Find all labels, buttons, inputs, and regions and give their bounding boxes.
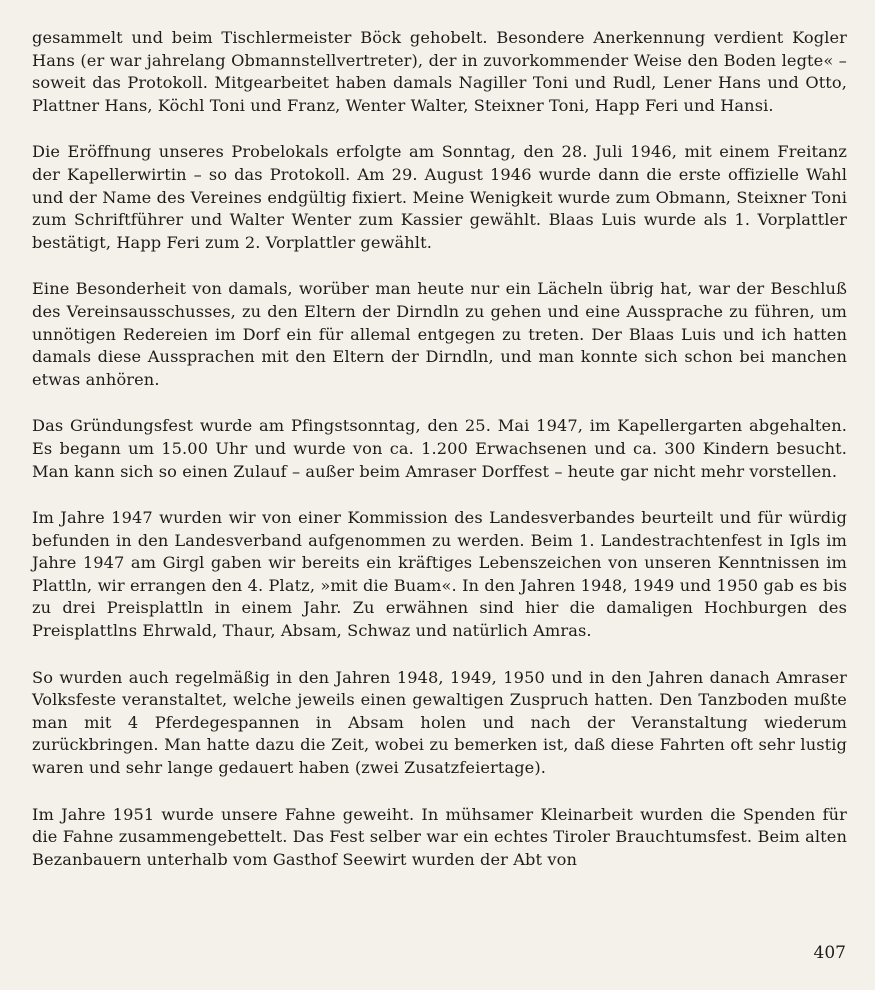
body-text xyxy=(32,27,847,895)
paragraph-2: Die Eröffnung unseres Probelokals erfolgte am Sonntag, den 28. Juli 1946, mit einem Freitanz der Kapellerwirtin – so das Protokoll. Am 29. August 1946 wurde dann die erste offizielle Wahl und der Name des Vereines endgültig fixiert. Meine Wenigkeit wurde zum Obmann, Steixner Toni zum Schriftführer und Walter Wenter zum Kassier gewählt. Blaas Luis wurde als 1. Vorplattler bestätigt, Happ Feri zum 2. Vorplattler gewählt. xyxy=(32,142,847,252)
paragraph-1: gesammelt und beim Tischlermeister Böck gehobelt. Besondere Anerkennung verdient Kogler Hans (er war jahrelang Obmannstellvertreter), der in zuvorkommender Weise den Boden legte« – soweit das Protokoll. Mitgearbeitet haben damals Nagiller Toni und Rudl, Lener Hans und Otto, Plattner Hans, Köchl Toni und Franz, Wenter Walter, Steixner Toni, Happ Feri und Hansi. xyxy=(32,28,847,115)
paragraph-7: Im Jahre 1951 wurde unsere Fahne geweiht. In mühsamer Kleinarbeit wurden die Spenden für die Fahne zusammengebettelt. Das Fest selber war ein echtes Tiroler Brauchtumsfest. Beim alten Bezanbauern unterhalb vom Gasthof Seewirt wurden der Abt von xyxy=(32,804,847,869)
paragraph-5: Im Jahre 1947 wurden wir von einer Kommission des Landesverbandes beurteilt und für würdig befunden in den Landesverband aufgenommen zu werden. Beim 1. Landestrachtenfest in Igls im Jahre 1947 am Girgl gaben wir bereits ein kräftiges Lebenszeichen von unseren Kenntnissen im Plattln, wir errangen den 4. Platz, »mit die Buam«. In den Jahren 1948, 1949 und 1950 gab es bis zu drei Preisplattln in einem Jahr. Zu erwähnen sind hier die damaligen Hochburgen des Preisplattlns Ehrwald, Thaur, Absam, Schwaz und natürlich Amras. xyxy=(32,508,847,641)
paragraph-4: Das Gründungsfest wurde am Pfingstsonntag, den 25. Mai 1947, im Kapellergarten abgehalten. Es begann um 15.00 Uhr und wurde von ca. 1.200 Erwachsenen und ca. 300 Kindern besucht. Man kann sich so einen Zulauf – außer beim Amraser Dorffest – heute gar nicht mehr vorstellen. xyxy=(32,416,847,481)
page-number: 407 xyxy=(813,943,846,963)
paragraph-3: Eine Besonderheit von damals, worüber man heute nur ein Lächeln übrig hat, war der Beschluß des Vereinsausschusses, zu den Eltern der Dirndln zu gehen und eine Aussprache zu führen, um unnötigen Redereien im Dorf ein für allemal entgegen zu treten. Der Blaas Luis und ich hatten damals diese Aussprachen mit den Eltern der Dirndln, und man konnte sich schon bei manchen etwas anhören. xyxy=(32,279,847,389)
paragraph-6: So wurden auch regelmäßig in den Jahren 1948, 1949, 1950 und in den Jahren danach Amraser Volksfeste veranstaltet, welche jeweils einen gewaltigen Zuspruch hatten. Den Tanzboden mußte man mit 4 Pferdegespannen in Absam holen und nach der Veranstaltung wiederum zurückbringen. Man hatte dazu die Zeit, wobei zu bemerken ist, daß diese Fahrten oft sehr lustig waren und sehr lange gedauert haben (zwei Zusatzfeiertage). xyxy=(32,667,847,778)
